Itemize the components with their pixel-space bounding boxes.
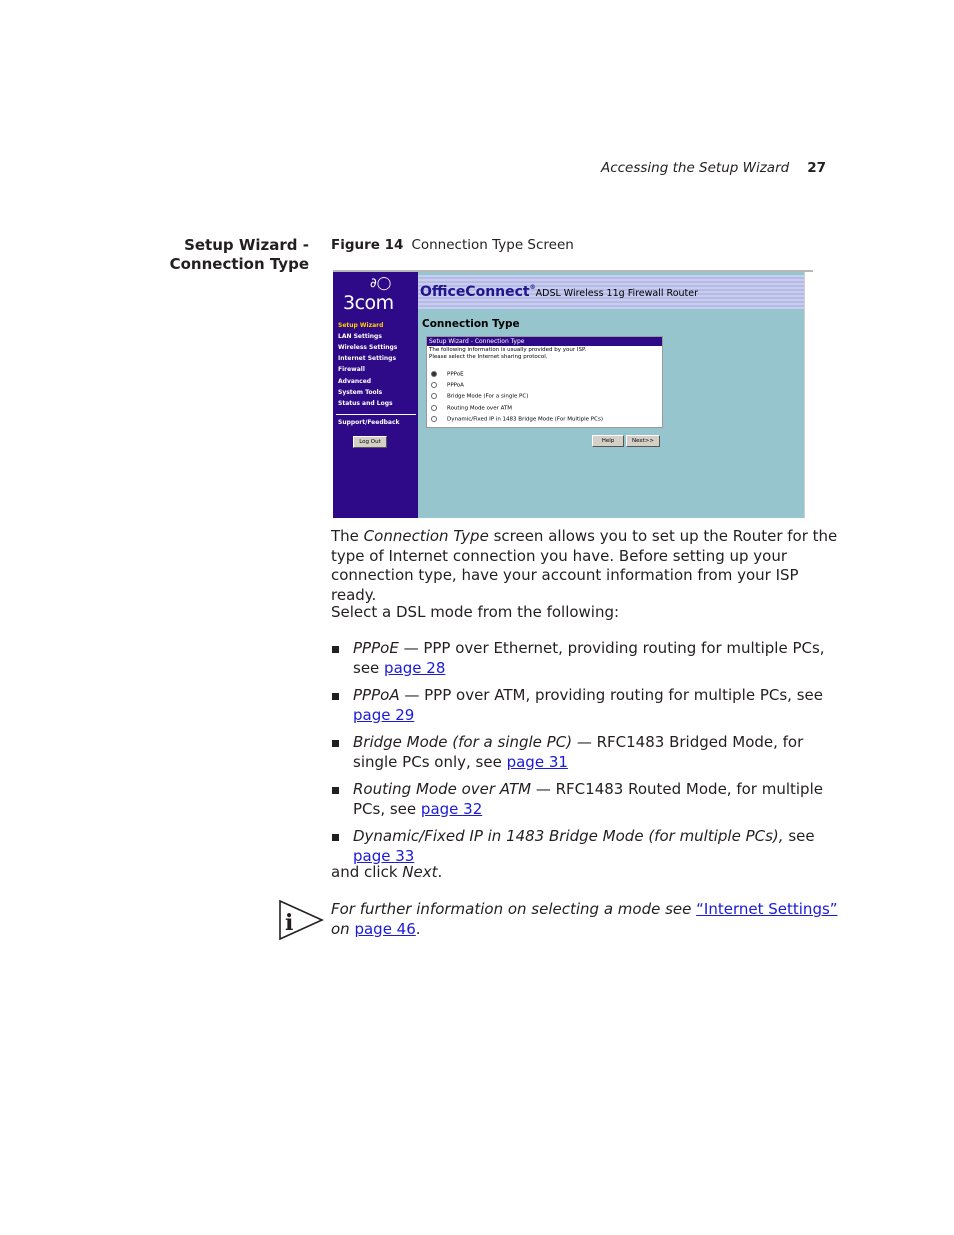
intro-text-a: The [331,527,364,545]
wizard-desc-line2: Please select the Internet sharing protocol. [429,354,548,360]
page-number: 27 [807,160,826,176]
3com-logo: 3com [343,292,394,314]
click-next-text: and click [331,863,403,881]
page-link[interactable]: page 29 [353,705,415,724]
next-term: Next [402,863,438,881]
note-text-a: For further information on selecting a mode see [331,900,697,918]
option-label: Bridge Mode (For a single PC) [447,393,529,400]
option-label: PPPoA [447,382,464,389]
page-link[interactable]: page 31 [506,752,568,771]
screen-page-title: Connection Type [422,318,520,330]
note-text-c: . [415,919,421,938]
mode-term: Bridge Mode (for a single PC) [353,733,573,751]
nav-status-and-logs[interactable]: Status and Logs [338,400,393,407]
next-button[interactable]: Next>> [626,435,660,447]
wizard-panel-description [427,346,662,362]
list-item [331,639,843,678]
wizard-panel [426,336,663,428]
nav-internet-settings[interactable]: Internet Settings [338,355,397,362]
wizard-desc-line1: The following information is usually provided by your ISP. [429,347,587,353]
option-dynamic-fixed-ip[interactable] [431,416,603,423]
nav-lan-settings[interactable]: LAN Settings [338,333,382,340]
nav-system-tools[interactable]: System Tools [338,389,383,396]
section-heading [120,236,309,274]
mode-term: PPPoA [353,686,400,704]
list-item [331,827,843,866]
info-note-icon [278,899,324,941]
mode-description: — PPP over Ethernet, providing routing for multiple PCs, see [353,639,825,677]
option-label: PPPoE [447,371,464,378]
radio-selected[interactable] [431,371,437,377]
svg-text:i: i [285,910,294,936]
bullet-square-icon [332,693,339,700]
list-item [331,733,843,772]
internet-settings-link[interactable]: “Internet Settings” [696,900,838,918]
page-46-link[interactable]: page 46 [354,919,416,938]
intro-term: Connection Type [363,527,489,545]
option-label: Routing Mode over ATM [447,405,513,412]
list-item [331,780,843,819]
mode-description: — RFC1483 Bridged Mode, for single PCs only, see [353,733,804,771]
radio[interactable] [431,416,437,422]
help-button[interactable]: Help [592,435,624,447]
info-note [331,900,843,939]
mode-description: — RFC1483 Routed Mode, for multiple PCs, see [353,780,823,818]
radio[interactable] [431,405,437,411]
option-pppoe[interactable] [431,371,464,378]
mode-term: PPPoE [353,639,399,657]
nav-setup-wizard[interactable]: Setup Wizard [338,322,384,329]
logout-button[interactable]: Log Out [353,436,387,448]
section-heading-line1: Setup Wizard - [184,236,309,254]
intro-text-b: screen allows you to set up the Router for the type of Internet connection you have. Before setting up your connection type, have your account information from your ISP ready. [331,527,838,604]
model-name: ADSL Wireless 11g Firewall Router [535,288,699,299]
option-pppoa[interactable] [431,382,464,389]
page-link[interactable]: page 28 [384,658,446,677]
nav-firewall[interactable]: Firewall [338,366,365,373]
nav-support-feedback[interactable]: Support/Feedback [338,419,400,426]
bullet-square-icon [332,834,339,841]
nav-wireless-settings[interactable]: Wireless Settings [338,344,398,351]
radio[interactable] [431,382,437,388]
click-next-paragraph [331,863,843,883]
router-banner [418,275,805,309]
mode-description: see [783,827,815,845]
mode-description: — PPP over ATM, providing routing for multiple PCs, see [399,686,823,704]
trademark: ® [529,284,536,291]
nav-advanced[interactable]: Advanced [338,378,372,385]
router-sidebar [333,272,418,518]
option-label: Dynamic/Fixed IP in 1483 Bridge Mode (For Multiple PCs) [447,416,603,423]
click-next-end: . [437,863,443,881]
list-item [331,686,843,725]
figure-caption [331,237,574,253]
mode-term: Dynamic/Fixed IP in 1483 Bridge Mode (for multiple PCs), [353,827,784,845]
section-heading-line2: Connection Type [169,255,309,273]
figure-title: Connection Type Screen [411,237,574,253]
radio[interactable] [431,393,437,399]
wizard-panel-header: Setup Wizard - Connection Type [427,337,662,346]
intro-paragraph [331,527,843,605]
note-text-b: on [331,919,355,938]
select-mode-paragraph: Select a DSL mode from the following: [331,603,620,621]
page-link[interactable]: page 32 [420,799,483,818]
page-link[interactable]: page 33 [353,846,415,865]
connection-type-screenshot [333,270,813,518]
mode-term: Routing Mode over ATM [353,780,532,798]
dsl-mode-list [331,639,843,874]
option-bridge-mode[interactable] [431,393,528,400]
running-title: Accessing the Setup Wizard [600,160,790,176]
brand-title [420,284,698,300]
option-routing-mode[interactable] [431,405,512,412]
screenshot-right-edge [804,272,813,518]
nav-divider [336,414,416,415]
figure-label: Figure 14 [331,237,404,253]
3com-logo-icon: ∂◯ [370,276,392,291]
running-header [560,160,826,176]
brand-name: OfficeConnect [420,284,530,300]
bullet-square-icon [332,646,339,653]
bullet-square-icon [332,787,339,794]
bullet-square-icon [332,740,339,747]
